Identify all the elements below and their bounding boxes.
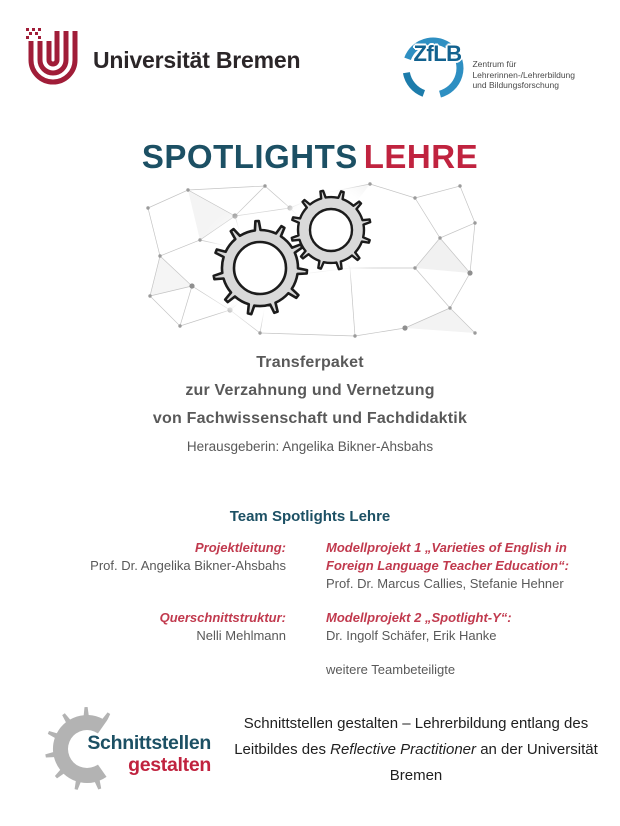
- team-heading: Team Spotlights Lehre: [229, 508, 391, 525]
- header: [0, 0, 620, 102]
- footer-text: [227, 711, 605, 789]
- subtitle-line: von Fachwissenschaft und Fachdidaktik: [152, 410, 468, 427]
- zflb-logo: [400, 32, 575, 102]
- footer-text-part2: an der Universität Bremen: [389, 741, 598, 784]
- team-grid: [56, 539, 620, 679]
- team-entry-label: Querschnittstruktur:: [159, 610, 286, 625]
- uni-bremen-label: Universität Bremen: [93, 46, 301, 73]
- subtitle-line: Transferpaket: [256, 354, 364, 371]
- zflb-caption: [472, 59, 575, 91]
- schnittstellen-logo-text: [81, 732, 211, 776]
- team-entry-label: Modellprojekt 1 „Varieties of English in Foreign Language Teacher Education“:: [326, 540, 569, 573]
- team-entry-label: Modellprojekt 2 „Spotlight-Y“:: [326, 610, 512, 625]
- schnittstellen-logo-line1: Schnittstellen: [87, 732, 211, 754]
- schnittstellen-logo: [45, 699, 215, 805]
- team-extra-note: weitere Teambeteiligte: [326, 662, 456, 677]
- uni-bremen-u-icon: [25, 28, 83, 86]
- footer: [0, 699, 620, 805]
- gears-network-svg: [140, 178, 480, 343]
- team-entry-value: Prof. Dr. Marcus Callies, Stefanie Hehner: [326, 576, 564, 591]
- gears-network-image: [0, 178, 620, 343]
- team-entry-querschnittstruktur: [56, 609, 286, 645]
- team-grid-spacer: [56, 661, 286, 679]
- zflb-acronym: ZfLB: [413, 41, 462, 66]
- team-entry-value: Nelli Mehlmann: [196, 628, 286, 643]
- team-entry-modellprojekt-1: [326, 539, 594, 593]
- footer-text-italic: Reflective Practitioner: [330, 741, 477, 758]
- team-entry-value: Prof. Dr. Angelika Bikner-Ahsbahs: [90, 558, 286, 573]
- team-entry-label: Projektleitung:: [194, 540, 286, 555]
- uni-bremen-logo: [25, 28, 300, 86]
- editor-line: Herausgeberin: Angelika Bikner-Ahsbahs: [186, 439, 434, 454]
- zflb-caption-line: Zentrum für: [472, 59, 517, 69]
- subtitle-block: [0, 349, 620, 457]
- zflb-caption-line: und Bildungsforschung: [472, 80, 559, 90]
- team-entry-projektleitung: [56, 539, 286, 593]
- team-entry-value: Dr. Ingolf Schäfer, Erik Hanke: [326, 628, 497, 643]
- title-word-lehre: LEHRE: [363, 138, 479, 175]
- page-title: [0, 138, 620, 176]
- schnittstellen-logo-line2: gestalten: [128, 754, 211, 776]
- subtitle-line: zur Verzahnung und Vernetzung: [185, 382, 435, 399]
- zflb-caption-line: Lehrerinnen-/Lehrerbildung: [472, 69, 575, 80]
- footer-text-part1: Schnittstellen gestalten – Lehrerbildung entlang des Leitbildes des: [234, 715, 589, 758]
- title-word-spotlights: SPOTLIGHTS: [141, 138, 358, 175]
- team-entry-modellprojekt-2: [326, 609, 594, 645]
